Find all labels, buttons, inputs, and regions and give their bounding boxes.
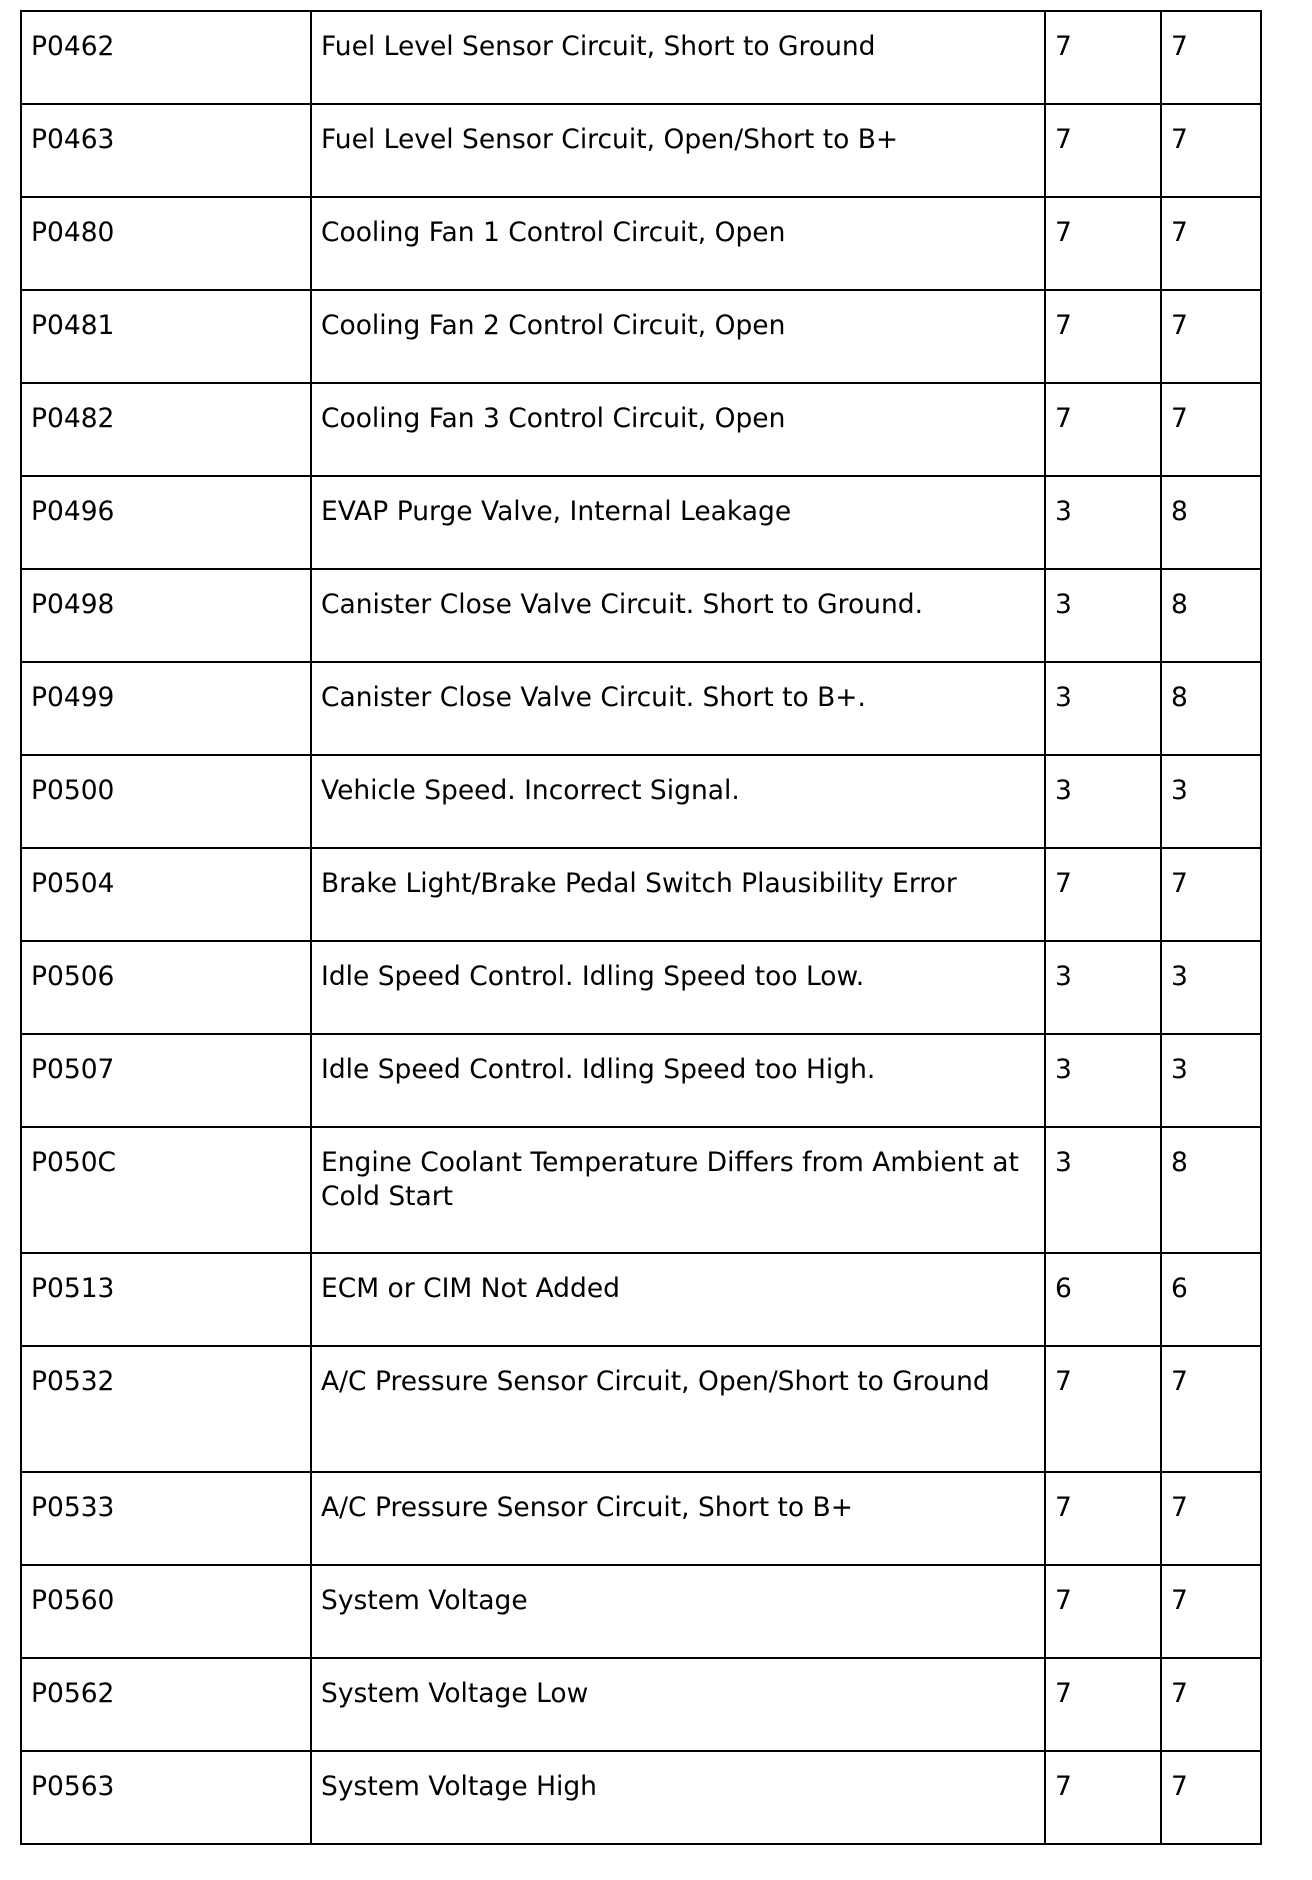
dtc-value-a-cell: 3 [1045, 569, 1161, 662]
dtc-value-b-cell: 7 [1161, 1346, 1261, 1472]
dtc-code-cell: P0563 [21, 1751, 311, 1844]
dtc-value-a-cell: 3 [1045, 1034, 1161, 1127]
table-row [21, 1034, 1261, 1127]
dtc-description-cell: Cooling Fan 3 Control Circuit, Open [311, 383, 1045, 476]
dtc-code-cell: P0496 [21, 476, 311, 569]
dtc-value-a-cell: 7 [1045, 848, 1161, 941]
dtc-value-b-cell: 7 [1161, 11, 1261, 104]
dtc-code-cell: P0462 [21, 11, 311, 104]
dtc-value-a-cell: 7 [1045, 1472, 1161, 1565]
dtc-code-cell: P0482 [21, 383, 311, 476]
dtc-value-a-cell: 3 [1045, 941, 1161, 1034]
dtc-value-a-cell: 7 [1045, 104, 1161, 197]
table-row [21, 941, 1261, 1034]
dtc-code-cell: P0481 [21, 290, 311, 383]
dtc-value-a-cell: 7 [1045, 1565, 1161, 1658]
dtc-code-cell: P0532 [21, 1346, 311, 1472]
dtc-description-cell: Engine Coolant Temperature Differs from Ambient at Cold Start [311, 1127, 1045, 1253]
dtc-code-cell: P050C [21, 1127, 311, 1253]
table-row [21, 290, 1261, 383]
dtc-value-b-cell: 6 [1161, 1253, 1261, 1346]
dtc-value-a-cell: 3 [1045, 755, 1161, 848]
table-row [21, 1565, 1261, 1658]
table-row [21, 104, 1261, 197]
dtc-code-cell: P0480 [21, 197, 311, 290]
dtc-description-cell: Canister Close Valve Circuit. Short to B+. [311, 662, 1045, 755]
dtc-description-cell: A/C Pressure Sensor Circuit, Short to B+ [311, 1472, 1045, 1565]
table-row [21, 1751, 1261, 1844]
dtc-value-a-cell: 7 [1045, 1658, 1161, 1751]
table-row [21, 662, 1261, 755]
dtc-value-a-cell: 7 [1045, 197, 1161, 290]
dtc-value-b-cell: 7 [1161, 1472, 1261, 1565]
dtc-description-cell: Vehicle Speed. Incorrect Signal. [311, 755, 1045, 848]
table-row [21, 755, 1261, 848]
dtc-value-a-cell: 7 [1045, 290, 1161, 383]
dtc-value-b-cell: 7 [1161, 1658, 1261, 1751]
dtc-value-a-cell: 7 [1045, 1346, 1161, 1472]
table-row [21, 383, 1261, 476]
dtc-description-cell: A/C Pressure Sensor Circuit, Open/Short to Ground [311, 1346, 1045, 1472]
dtc-code-cell: P0463 [21, 104, 311, 197]
dtc-code-cell: P0500 [21, 755, 311, 848]
table-row [21, 1346, 1261, 1472]
table-row [21, 848, 1261, 941]
dtc-value-a-cell: 7 [1045, 11, 1161, 104]
dtc-value-b-cell: 8 [1161, 662, 1261, 755]
dtc-description-cell: Fuel Level Sensor Circuit, Short to Ground [311, 11, 1045, 104]
dtc-value-b-cell: 7 [1161, 290, 1261, 383]
dtc-description-cell: System Voltage High [311, 1751, 1045, 1844]
dtc-description-cell: Fuel Level Sensor Circuit, Open/Short to B+ [311, 104, 1045, 197]
dtc-value-b-cell: 3 [1161, 941, 1261, 1034]
dtc-value-a-cell: 7 [1045, 1751, 1161, 1844]
dtc-description-cell: System Voltage [311, 1565, 1045, 1658]
table-row [21, 476, 1261, 569]
dtc-code-cell: P0533 [21, 1472, 311, 1565]
dtc-description-cell: Canister Close Valve Circuit. Short to Ground. [311, 569, 1045, 662]
dtc-description-cell: EVAP Purge Valve, Internal Leakage [311, 476, 1045, 569]
dtc-value-b-cell: 8 [1161, 569, 1261, 662]
table-row [21, 197, 1261, 290]
dtc-code-cell: P0513 [21, 1253, 311, 1346]
table-row [21, 1253, 1261, 1346]
dtc-description-cell: ECM or CIM Not Added [311, 1253, 1045, 1346]
dtc-value-a-cell: 7 [1045, 383, 1161, 476]
table-row [21, 11, 1261, 104]
dtc-code-cell: P0507 [21, 1034, 311, 1127]
dtc-value-b-cell: 7 [1161, 104, 1261, 197]
dtc-code-cell: P0562 [21, 1658, 311, 1751]
dtc-value-b-cell: 7 [1161, 1751, 1261, 1844]
dtc-code-cell: P0560 [21, 1565, 311, 1658]
dtc-value-b-cell: 7 [1161, 383, 1261, 476]
dtc-value-a-cell: 3 [1045, 1127, 1161, 1253]
dtc-description-cell: Idle Speed Control. Idling Speed too Low. [311, 941, 1045, 1034]
dtc-code-cell: P0506 [21, 941, 311, 1034]
dtc-value-b-cell: 3 [1161, 755, 1261, 848]
dtc-description-cell: Cooling Fan 2 Control Circuit, Open [311, 290, 1045, 383]
dtc-value-b-cell: 7 [1161, 848, 1261, 941]
dtc-description-cell: Brake Light/Brake Pedal Switch Plausibility Error [311, 848, 1045, 941]
dtc-value-a-cell: 3 [1045, 662, 1161, 755]
table-row [21, 1658, 1261, 1751]
table-row [21, 1472, 1261, 1565]
dtc-value-b-cell: 3 [1161, 1034, 1261, 1127]
dtc-code-cell: P0499 [21, 662, 311, 755]
dtc-value-a-cell: 3 [1045, 476, 1161, 569]
dtc-description-cell: Idle Speed Control. Idling Speed too High. [311, 1034, 1045, 1127]
table-row [21, 1127, 1261, 1253]
dtc-description-cell: Cooling Fan 1 Control Circuit, Open [311, 197, 1045, 290]
dtc-value-b-cell: 8 [1161, 1127, 1261, 1253]
table-row [21, 569, 1261, 662]
dtc-code-cell: P0504 [21, 848, 311, 941]
dtc-description-cell: System Voltage Low [311, 1658, 1045, 1751]
dtc-value-b-cell: 7 [1161, 1565, 1261, 1658]
dtc-value-b-cell: 8 [1161, 476, 1261, 569]
dtc-code-cell: P0498 [21, 569, 311, 662]
dtc-table [20, 10, 1262, 1845]
dtc-value-a-cell: 6 [1045, 1253, 1161, 1346]
dtc-value-b-cell: 7 [1161, 197, 1261, 290]
